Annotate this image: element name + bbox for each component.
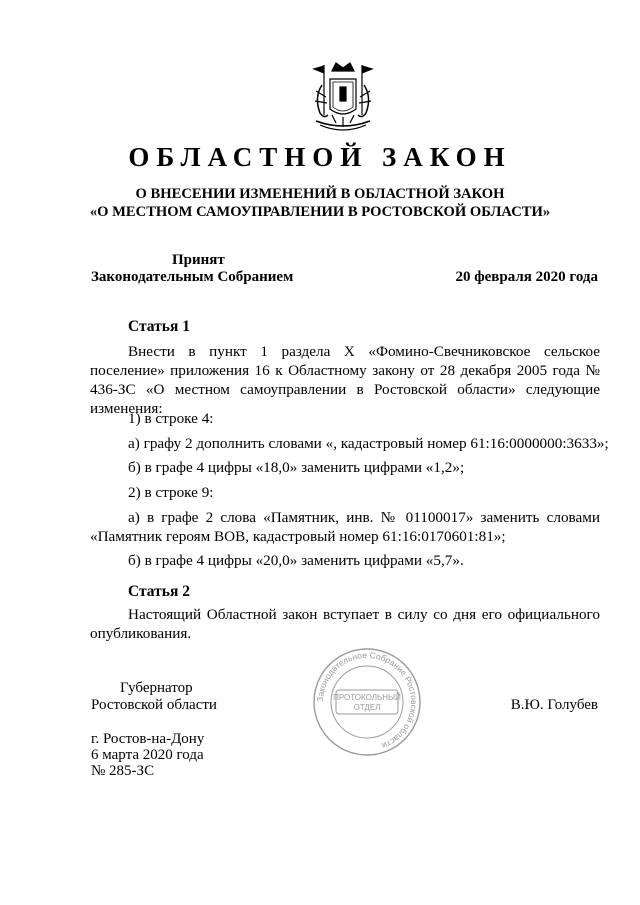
signatory-role-line-1: Губернатор xyxy=(120,680,193,696)
signing-date: 6 марта 2020 года xyxy=(91,747,204,763)
document-subtitle xyxy=(60,185,580,221)
subtitle-line-2: «О МЕСТНОМ САМОУПРАВЛЕНИИ В РОСТОВСКОЙ ОБЛАСТИ» xyxy=(89,204,551,220)
article-1-item-1b: б) в графе 4 цифры «18,0» заменить цифрами «1,2»; xyxy=(128,459,465,476)
article-1-item-1: 1) в строке 4: xyxy=(128,410,214,427)
article-1-item-2: 2) в строке 9: xyxy=(128,484,214,501)
coat-of-arms-emblem xyxy=(302,57,384,139)
stamp-inner-line-1: ПРОТОКОЛЬНЫЙ xyxy=(333,693,401,702)
article-1-intro: Внести в пункт 1 раздела X «Фомино-Свечниковское сельское поселение» приложения 16 к Областному закону от 28 декабря 2005 года № 436-ЗС «О местном самоуправлении в Ростовской области» следующие изменения: xyxy=(90,343,600,417)
article-1-item-1a: а) графу 2 дополнить словами «, кадастровый номер 61:16:0000000:3633»; xyxy=(128,435,609,452)
article-2-text: Настоящий Областной закон вступает в силу со дня его официального опубликования. xyxy=(90,606,600,642)
article-2-heading: Статья 2 xyxy=(128,583,190,600)
accepted-by: Законодательным Собранием xyxy=(91,269,294,285)
accepted-label: Принят xyxy=(172,252,225,268)
document-title: ОБЛАСТНОЙ ЗАКОН xyxy=(128,142,512,172)
article-1-item-2b: б) в графе 4 цифры «20,0» заменить цифрами «5,7». xyxy=(128,552,464,569)
signatory-name: В.Ю. Голубев xyxy=(510,697,598,713)
subtitle-line-1: О ВНЕСЕНИИ ИЗМЕНЕНИЙ В ОБЛАСТНОЙ ЗАКОН xyxy=(135,186,505,202)
signatory-role-line-2: Ростовской области xyxy=(91,697,217,713)
article-1-item-2a: а) в графе 2 слова «Памятник, инв. № 01100017» заменить словами «Памятник героям ВОВ, кадастровый номер 61:16:0170601:81»; xyxy=(90,509,600,545)
signing-place: г. Ростов-на-Дону xyxy=(91,731,205,747)
law-number: № 285-ЗС xyxy=(91,763,155,779)
official-stamp xyxy=(312,647,422,757)
stamp-inner-line-2: ОТДЕЛ xyxy=(353,703,381,712)
article-1-heading: Статья 1 xyxy=(128,318,190,335)
accepted-date: 20 февраля 2020 года xyxy=(455,269,598,285)
stamp-outer-text: Законодательное Собрание Ростовской области xyxy=(314,649,420,751)
